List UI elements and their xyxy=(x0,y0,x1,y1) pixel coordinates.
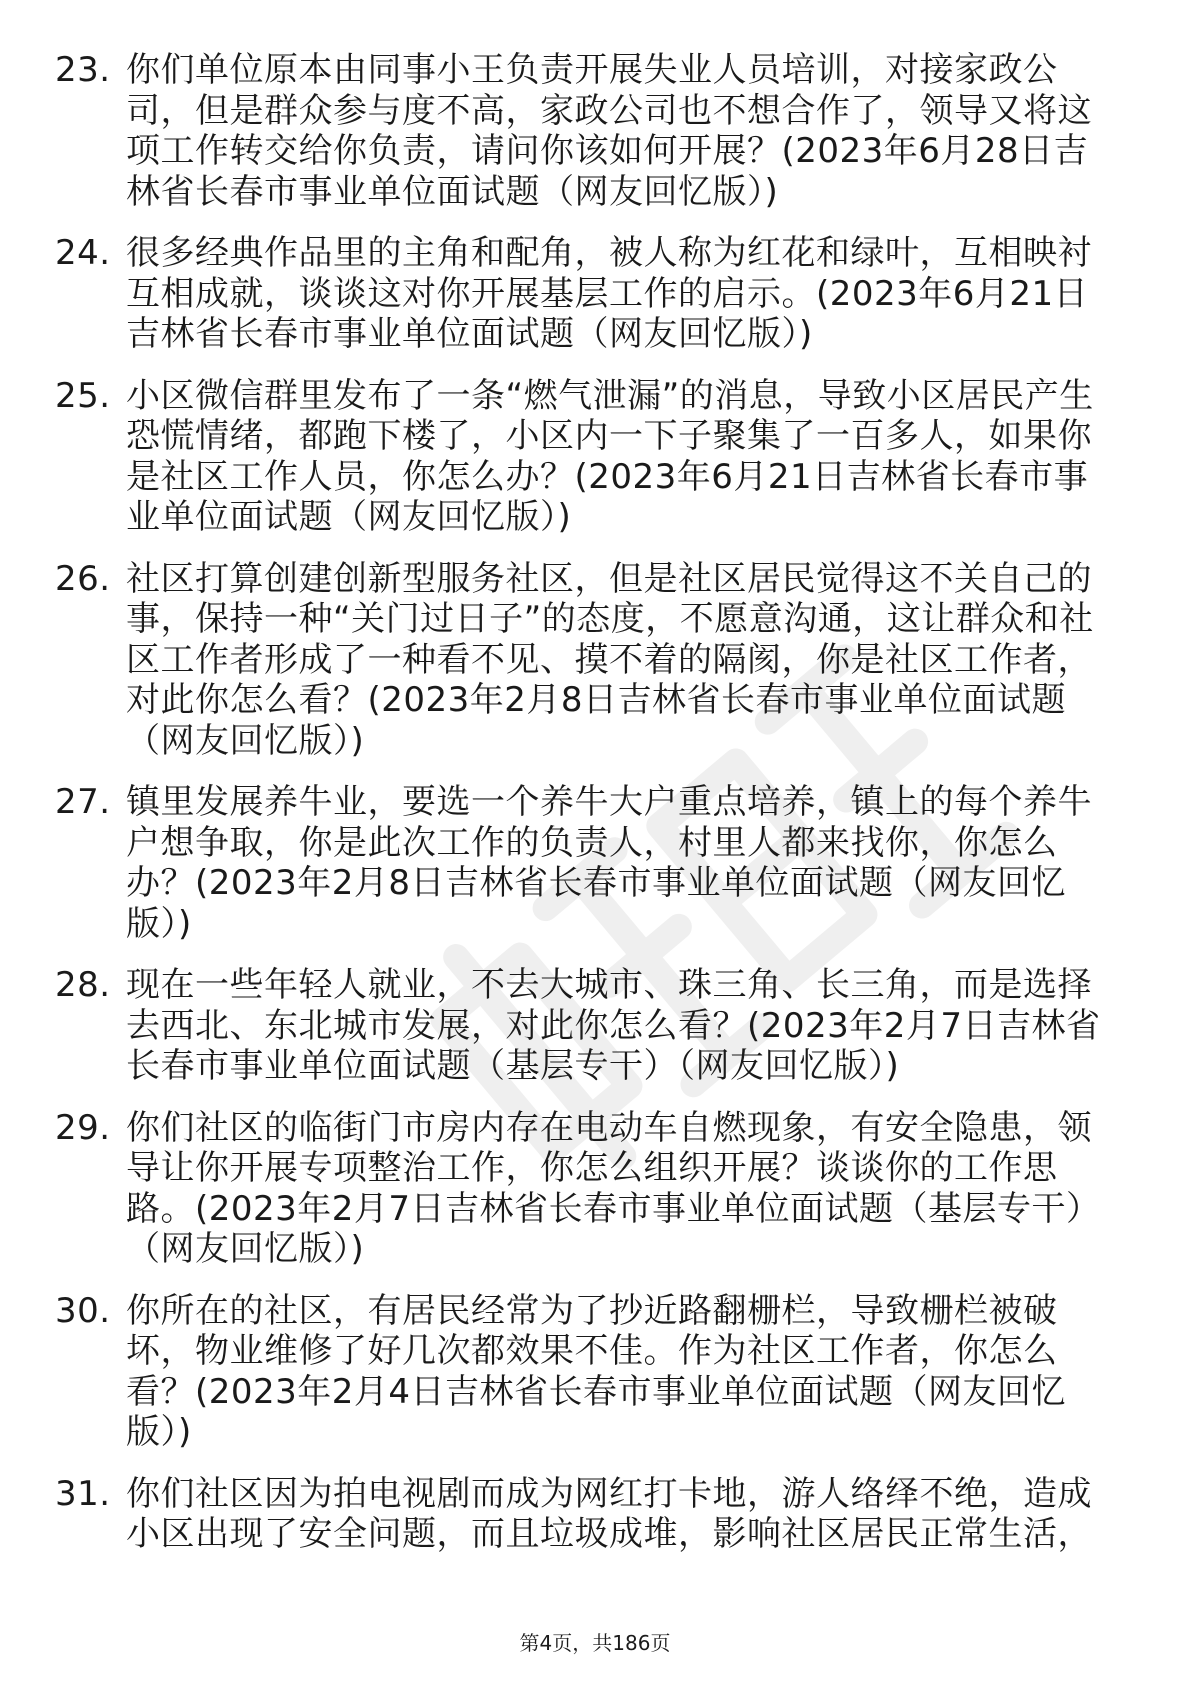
question-item xyxy=(0,233,1190,355)
question-text: 现在一些年轻人就业，不去大城市、珠三角、长三角，而是选择去西北、东北城市发展，对此你怎么看？(2023年2月7日吉林省长春市事业单位面试题（基层专干）（网友回忆版）) xyxy=(126,965,1101,1086)
question-number: 25. xyxy=(55,375,111,416)
question-item xyxy=(0,1474,1190,1555)
question-text: 社区打算创建创新型服务社区，但是社区居民觉得这不关自己的事，保持一种“关门过日子”的态度，不愿意沟通，这让群众和社区工作者形成了一种看不见、摸不着的隔阂，你是社区工作者，对此你怎么看？(2023年2月8日吉林省长春市事业单位面试题（网友回忆版）) xyxy=(126,558,1094,761)
question-item xyxy=(0,1108,1190,1270)
question-text: 你们单位原本由同事小王负责开展失业人员培训，对接家政公司，但是群众参与度不高，家政公司也不想合作了，领导又将这项工作转交给你负责，请问你该如何开展？(2023年6月28日吉林省长春市事业单位面试题（网友回忆版）) xyxy=(126,50,1092,212)
question-number: 26. xyxy=(55,558,111,599)
question-item xyxy=(0,965,1190,1087)
question-number: 28. xyxy=(55,965,111,1005)
question-number: 27. xyxy=(55,782,111,822)
question-list xyxy=(0,50,1190,1576)
question-text: 镇里发展养牛业，要选一个养牛大户重点培养，镇上的每个养牛户想争取，你是此次工作的负责人，村里人都来找你，你怎么办？(2023年2月8日吉林省长春市事业单位面试题（网友回忆版）) xyxy=(126,782,1092,944)
question-text: 你所在的社区，有居民经常为了抄近路翻栅栏，导致栅栏被破坏，物业维修了好几次都效果不佳。作为社区工作者，你怎么看？(2023年2月4日吉林省长春市事业单位面试题（网友回忆版）) xyxy=(126,1290,1067,1452)
question-item xyxy=(0,376,1190,538)
question-number: 30. xyxy=(55,1290,111,1331)
question-number: 31. xyxy=(55,1473,111,1514)
question-text: 你们社区的临街门市房内存在电动车自燃现象，有安全隐患，领导让你开展专项整治工作，你怎么组织开展？谈谈你的工作思路。(2023年2月7日吉林省长春市事业单位面试题（基层专干）（网友回忆版）) xyxy=(126,1107,1101,1269)
question-item xyxy=(0,50,1190,212)
question-item xyxy=(0,559,1190,762)
question-number: 24. xyxy=(55,233,111,273)
question-text: 你们社区因为拍电视剧而成为网红打卡地，游人络绎不绝，造成小区出现了安全问题，而且垃圾成堆，影响社区居民正常生活， xyxy=(126,1473,1092,1554)
question-item xyxy=(0,782,1190,944)
question-item xyxy=(0,1291,1190,1453)
question-text: 很多经典作品里的主角和配角，被人称为红花和绿叶，互相映衬互相成就，谈谈这对你开展基层工作的启示。(2023年6月21日吉林省长春市事业单位面试题（网友回忆版）) xyxy=(126,233,1092,354)
question-text: 小区微信群里发布了一条“燃气泄漏”的消息，导致小区居民产生恐慌情绪，都跑下楼了，小区内一下子聚集了一百多人，如果你是社区工作人员，你怎么办？(2023年6月21日吉林省长春市事业单位面试题（网友回忆版）) xyxy=(126,375,1094,537)
question-number: 23. xyxy=(55,50,111,90)
page-footer: 第4页，共186页 xyxy=(519,1631,671,1655)
question-number: 29. xyxy=(55,1107,111,1148)
